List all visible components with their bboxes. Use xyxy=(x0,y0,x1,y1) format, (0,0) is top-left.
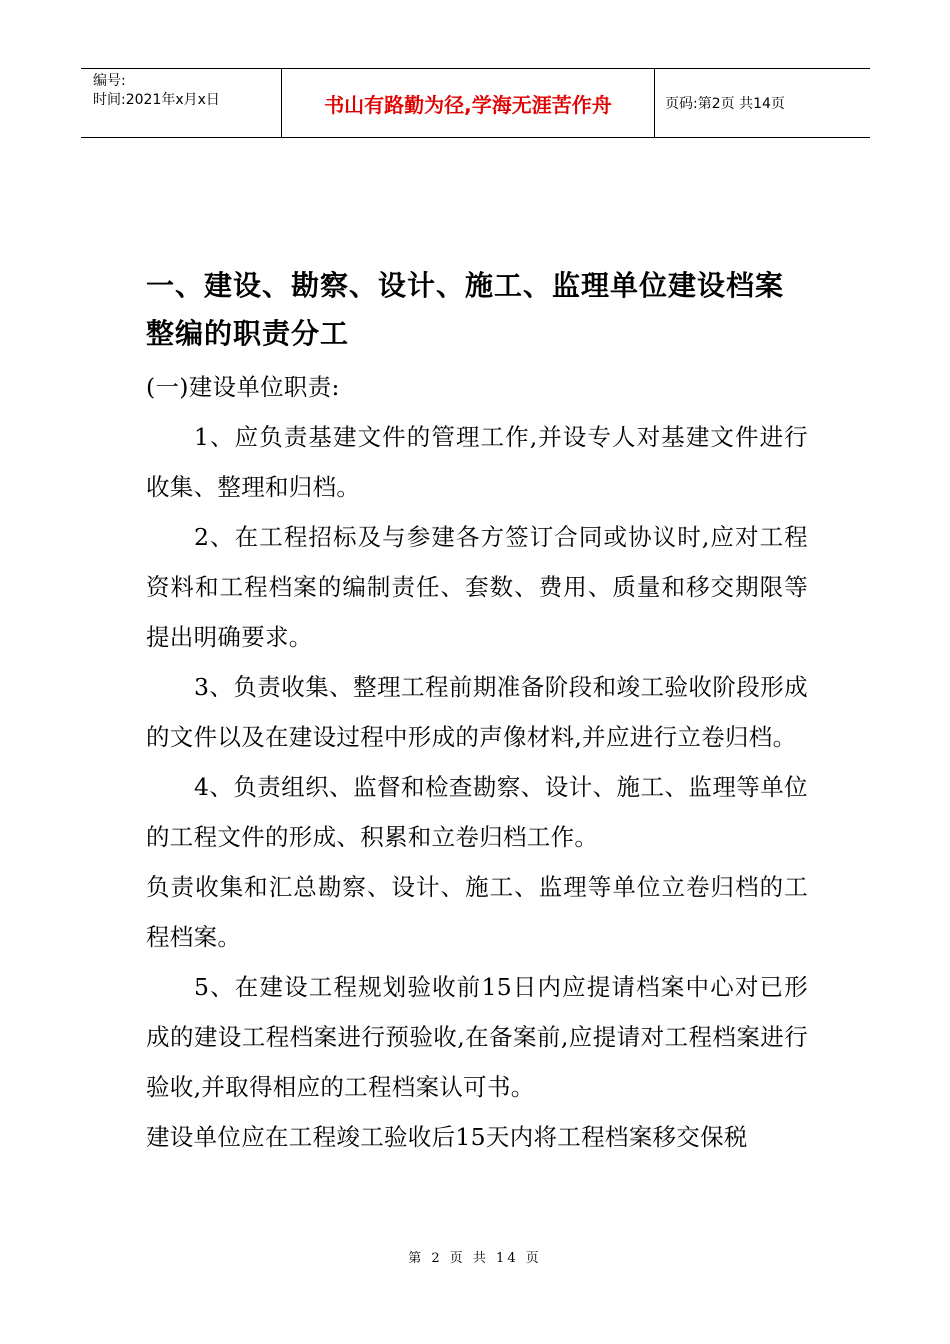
subsection-heading: (一)建设单位职责: xyxy=(146,373,340,401)
paragraph-2: 2、在工程招标及与参建各方签订合同或协议时,应对工程资料和工程档案的编制责任、套数、费用、质量和移交期限等提出明确要求。 xyxy=(146,523,808,651)
paragraph-3: 3、负责收集、整理工程前期准备阶段和竣工验收阶段形成的文件以及在建设过程中形成的声像材料,并应进行立卷归档。 xyxy=(146,673,808,751)
paragraph-4: 4、负责组织、监督和检查勘察、设计、施工、监理等单位的工程文件的形成、积累和立卷归档工作。 xyxy=(146,773,808,851)
document-header xyxy=(81,68,870,138)
document-time-label: 时间:2021年x月x日 xyxy=(93,92,220,108)
paragraph-4-continuation: 负责收集和汇总勘察、设计、施工、监理等单位立卷归档的工程档案。 xyxy=(146,873,808,951)
section-heading: 一、建设、勘察、设计、施工、监理单位建设档案整编的职责分工 xyxy=(146,269,785,350)
header-page-info: 页码:第2页 共14页 xyxy=(665,96,785,112)
page-footer: 第 2 页 共 14 页 xyxy=(408,1251,542,1266)
document-number-label: 编号: xyxy=(93,73,126,89)
document-body xyxy=(146,262,808,1162)
paragraph-1: 1、应负责基建文件的管理工作,并设专人对基建文件进行收集、整理和归档。 xyxy=(146,423,808,501)
paragraph-5: 5、在建设工程规划验收前15日内应提请档案中心对已形成的建设工程档案进行预验收,在备案前,应提请对工程档案进行验收,并取得相应的工程档案认可书。 xyxy=(146,973,808,1101)
header-meta-cell xyxy=(81,69,282,137)
paragraph-5-continuation: 建设单位应在工程竣工验收后15天内将工程档案移交保税 xyxy=(146,1123,748,1151)
header-motto: 书山有路勤为径,学海无涯苦作舟 xyxy=(282,69,655,137)
